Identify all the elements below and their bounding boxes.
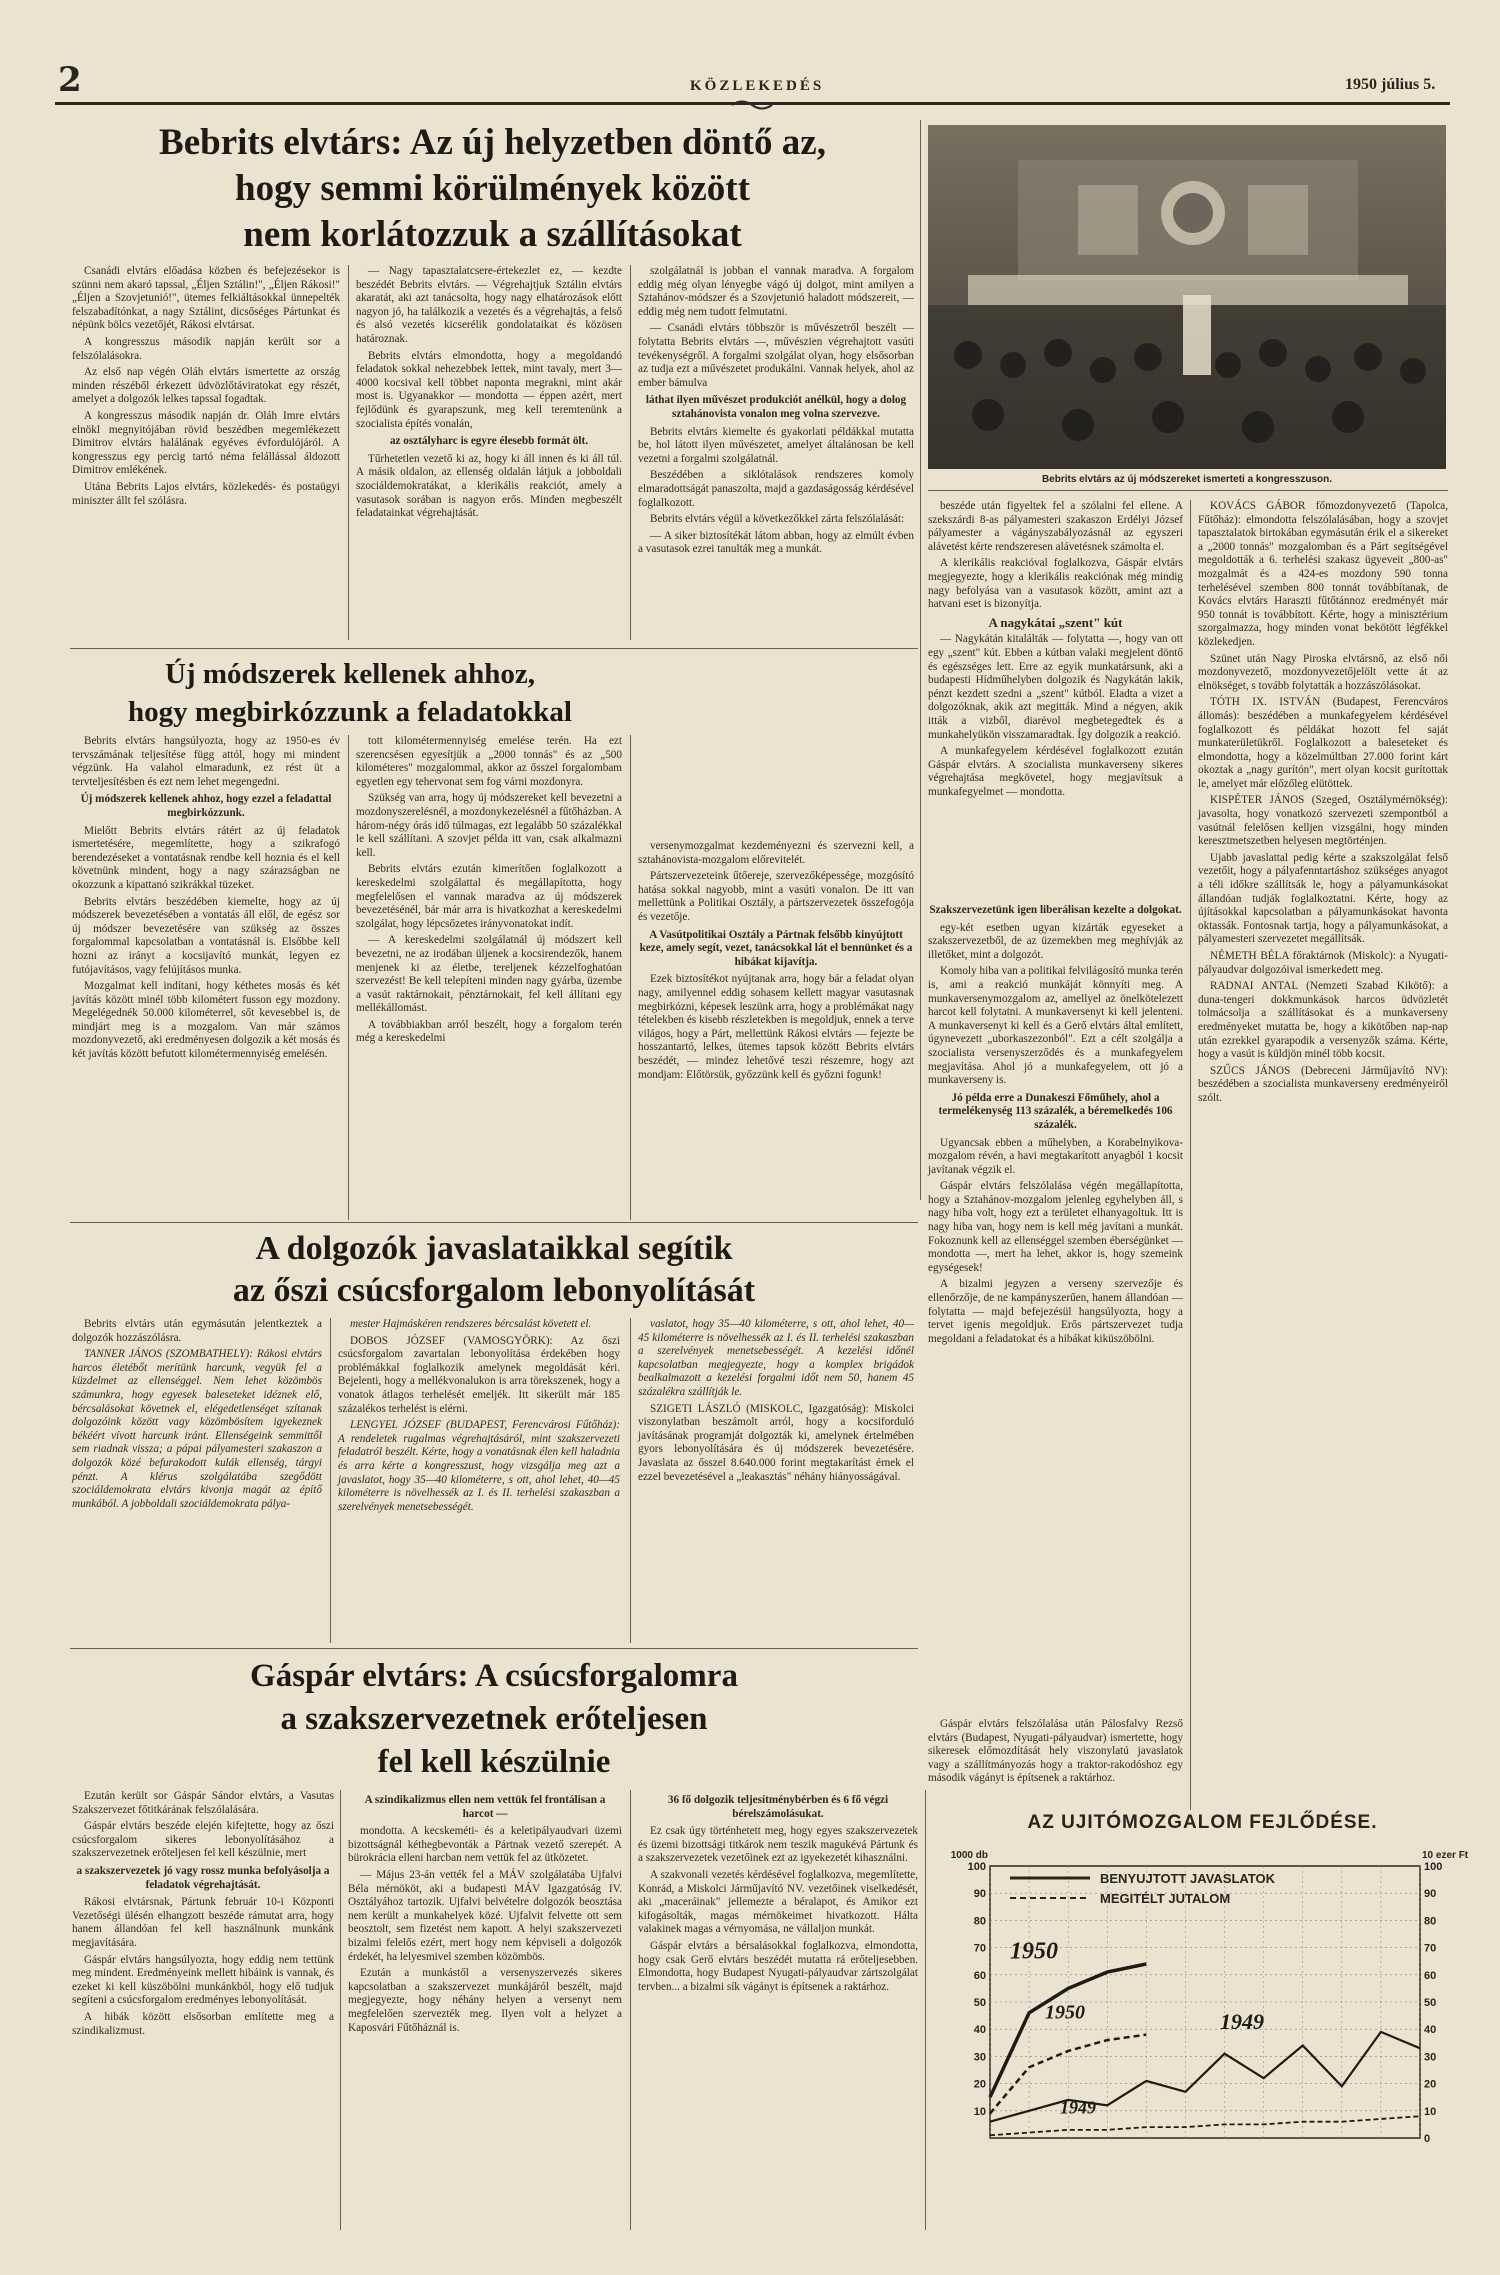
column-divider <box>920 120 921 1200</box>
y-left-tick-label: 80 <box>973 1915 986 1928</box>
section-rule <box>70 1222 918 1223</box>
y-right-tick-label: 20 <box>1424 2078 1437 2091</box>
paragraph: mester Hajmáskéren rendszeres bércsalást követett el. <box>350 1318 592 1330</box>
paragraph: RADNAI ANTAL (Nemzeti Szabad Kikötő): a duna-tengeri dokkmunkások harcos üdvözletét tolmácsolja a szállításokat és a munkaverseny eredményeket mutatta be, hogy a kikötőben nap-nap után ezrekkel gyarapodik a versenyzők száma. Kérte, hogy a vasút is küldjön minél több kocsit. <box>1198 980 1448 1061</box>
paragraph: vaslatot, hogy 35—40 kilométerre, s ott, ahol lehet, 40—45 kilométerre is növelhessék az I. és II. terhelési szakaszban a szerelvények menetsebességét. A kezelési időnél kapcsolatban megjegyezte, hogy a komplex brigádok bealkalmazott a kezelési forgalmi időt nem 50, hanem 45 százalékra szállítják le. <box>638 1318 914 1398</box>
paragraph: egy-két esetben ugyan kizárták egyeseket a szakszervezetből, de az üzemekben meg meghívják az illetőket, mint a dolgozót. <box>928 921 1183 961</box>
y-left-tick-label: 90 <box>973 1888 986 1901</box>
headline-line: Új módszerek kellenek ahhoz, <box>164 658 535 690</box>
y-right-tick-label: 40 <box>1424 2024 1437 2037</box>
caption-rule <box>928 490 1448 491</box>
paragraph: KISPÉTER JÁNOS (Szeged, Osztálymérnökség): javasolta, hogy vonatkozó szervezeti szempontból a vasútnál felelősen kelljen vizsgálni, hogy minden keresztmetszetben helyesen megtörténjen. <box>1198 794 1448 848</box>
paragraph: Ezután került sor Gáspár Sándor elvtárs, a Vasutas Szakszervezet főtitkárának felszólalására. <box>72 1790 334 1816</box>
y-left-tick-label: 20 <box>973 2078 986 2091</box>
y-right-tick-label: 50 <box>1424 1997 1437 2009</box>
column-divider <box>630 1318 631 1643</box>
headline-line: hogy semmi körülmények között <box>235 168 750 209</box>
column-divider <box>348 735 349 1220</box>
year-label: 1949 <box>1060 2097 1096 2118</box>
page-header <box>0 52 1500 112</box>
article-4-column-1 <box>72 1790 334 2230</box>
paragraph: Rákosi elvtársnak, Pártunk február 10-i Központi Vezetőségi ülésén elhangzott beszéde rámutat arra, hogy hanem állandóan fel kell használnunk munkánk megjavítására. <box>72 1896 334 1949</box>
innovation-chart <box>950 1838 1469 2153</box>
y-right-tick-label: 100 <box>1424 1861 1443 1873</box>
paragraph: — A siker biztosítékát látom abban, hogy az elmúlt évben a vasutasok ezrei tanulták meg a munkát. <box>638 529 914 556</box>
paragraph: Bebrits elvtárs kiemelte és gyakorlati példákkal mutatta be, hol látott ilyen művészetet, amelyet általánosan be kell vezetni a forgalmi szolgálatnál. <box>638 425 914 465</box>
y-right-tick-label: 80 <box>1424 1915 1437 1928</box>
article-1-column-3 <box>638 265 914 640</box>
column-divider <box>330 1318 331 1643</box>
y-right-tick-label: 10 <box>1424 2105 1437 2118</box>
y-left-tick-label: 100 <box>967 1861 986 1873</box>
paragraph: A hibák között elsősorban említette meg a szindikalizmust. <box>72 2010 334 2037</box>
paragraph: TANNER JÁNOS (SZOMBATHELY): Rákosi elvtárs harcos életébőt merítünk harcunk, vegyük fel a küzdelmet az ellenséggel. Nem lehet közömbös számunkra, hogy egyesek baleseteket idéznek elő, bércsalásokat követnek el, elégedetlenséget szítanak dolgozóink között vagy közömbösítem igyekeznek békéért vívott harcunk iránt. Ellenségeink semmittől sem riadnak vissza; a pápai pályamesteri szakaszon a dolgozók közé befurakodott kulák ellenség, tárgyi pénzt. A klérus szolgálatába szegődött szociáldemokrata elvtárs kivonja magát az építő munkából. A jobboldali szociáldemokrata pálya- <box>72 1348 322 1510</box>
subheading: Jó példa erre a Dunakeszi Főműhely, ahol a termelékenység 113 százalék, a béremelkedés 106 százalék. <box>938 1091 1173 1131</box>
paper-name: KÖZLEKEDÉS <box>690 78 825 94</box>
paragraph: mondotta. A kecskeméti- és a keletipályaudvari üzemi bizottságnál kéthegbevonták a Pártnak vezető szerepét. A bürokrácia elleni harcban nem vettük fel az ütközetet. <box>348 1825 622 1865</box>
y-right-tick-label: 30 <box>1424 2051 1437 2064</box>
subheading: az osztályharc is egyre élesebb formát ölt. <box>389 435 589 448</box>
subheading: láthat ilyen művészet produkciót anélkül, hogy a dolog sztahánovista vonalon meg volna szervezve. <box>645 394 907 420</box>
year-label: 1949 <box>1220 2009 1264 2035</box>
paragraph: DOBOS JÓZSEF (VAMOSGYÖRK): Az őszi csúcsforgalom zavartalan lebonyolítása érdekében hogy problémákkal foglalkozik amelynek megoldását kéri. Bejelenti, hogy a mellékvonalukon is arra törekszenek, hogy a vonatok átlagos terhelését emeljék. Itt sikerült már 185 százalékos terhelést is elérni. <box>338 1334 620 1415</box>
subheading: A Vasútpolitikai Osztály a Pártnak felsőbb kinyújtott keze, amely segít, vezet, tanácsokkal lát el bennünket és a hibákat kijavítja. <box>639 928 913 968</box>
paragraph: Utána Bebrits Lajos elvtárs, közlekedés- és postaügyi miniszter állt fel szólásra. <box>72 480 340 507</box>
paragraph: Ez csak úgy történhetett meg, hogy egyes szakszervezetek és üzemi bizottsági titkárok nem teszik magukévá Pártunk és a szakszervezetek vezetőinek ezt az igyekezetét kihasználni. <box>638 1825 918 1865</box>
paragraph: Bebrits elvtárs beszédében kiemelte, hogy az új módszerek bevezetésében a vontatás áll elől, de egész sor új módszer bevezetésére van szükség az összes forgalommal kapcsolatban a vontatásnál is. Elsőbbe kell hozni az irányt a kocsijavító munkát, legyen ez futójavításos, vagy felújításos munka. <box>72 895 340 976</box>
issue-date: 1950 július 5. <box>1345 76 1436 93</box>
chart-title: AZ UJITÓMOZGALOM FEJLŐDÉSE. <box>1027 1812 1378 1833</box>
header-ornament <box>730 98 774 112</box>
article-2-column-2 <box>356 735 622 1220</box>
paragraph: Bebrits elvtárs elmondotta, hogy a megoldandó feladatok sokkal nehezebbek lettek, mint tavaly, mert 3—4000 kocsival kell többet naponta megrakni, mint akár most is. Ugyanakkor — mondotta — éppen azért, mert fejlődünk és gyarapszunk, meg kell teremtenünk a szocialista építés vonalán, <box>356 349 622 430</box>
column-divider <box>630 735 631 1220</box>
y-right-tick-label: 70 <box>1424 1942 1437 1955</box>
subheading: A nagykátai „szent" kút <box>988 614 1123 630</box>
article-2-column-3 <box>638 840 914 1220</box>
paragraph: NÉMETH BÉLA főraktárnok (Miskolc): a Nyugati-pályaudvar dolgozóival ismerkedett meg. <box>1198 950 1448 976</box>
article-1b-column-4 <box>928 500 1183 895</box>
paragraph: tott kilométermennyiség emelése terén. Ha ezt szerencsésen egyesítjük a „2000 tonnás" és az „500 kilométeres" mozgalommal, akkor az ősszel forgalombam egyetlen egy tehervonat sem fog várni mozdonyra. <box>356 735 622 788</box>
paragraph: Bebrits elvtárs hangsúlyozta, hogy az 1950-es év tervszámának teljesítése függ attól, hogy mi mindent végzünk. Ha valahol elmaradunk, ez rést üt a tervteljesítésben és ezt nem lehet megengedni. <box>72 735 340 788</box>
headline-line: A dolgozók javaslataikkal segítik <box>255 1230 733 1267</box>
paragraph: Bebrits elvtárs végül a következőkkel zárta felszólalását: <box>650 513 905 526</box>
chart-svg <box>950 1838 1469 2153</box>
paragraph: A kongresszus második napján dr. Oláh Imre elvtárs elnökl megnyitójában rövid beszédben megemlékezett Dimitrov elvtárs halálának egyéves évfordulójáról. A kongresszus egy percig tartó néma felállással áldozott Dimitrov emlékének. <box>72 409 340 477</box>
column-divider <box>925 1790 926 2230</box>
series-line-1949-proposals <box>990 2032 1420 2122</box>
article-4-column-3 <box>638 1790 918 2230</box>
paragraph: Gáspár elvtárs beszéde elején kifejtette, hogy az őszi csúcsforgalom sikeres lebonyolításához a szakszervezetnek erőteljesen fel kell készülnie, mert <box>72 1820 334 1860</box>
paragraph: — Nagykátán kitalálták — folytatta —, hogy van ott egy „szent" kút. Ebben a kútban valaki megjelent döntő és egészséges lett. Erre az egyik munkatársunk, aki a budapesti Hídműhelyben dolgozik és Nagykátán lakik, pénzt kezdett szedni a „szent" kútból. Eladta a vizet a dolgozóknak, akik azt megitták. Mind a négyen, akik itták a vizből, diarévol megbetegedtek és a munkahelyükön visszamaradtak. Így dolgozik a reakció. <box>928 633 1183 741</box>
paragraph: Ezek biztosítékot nyújtanak arra, hogy bár a feladat olyan nagy, amilyennel eddig sohasem kellett magyar vasutasnak megbirkózni, képesek leszünk arra, hogy a problémákat nagy tételekben és kisebb részletekben is megoldjuk, ennek a terve világos, hogy a Párt, mellettünk Rákosi elvtárs — fejezte be hosszantartó, lelkes, ütemes tapsok között Bebrits elvtárs beszédét, — mindez lehetővé teszi részemre, hogy azt mondjam: Előtörsük, győzzünk kell és győzni fogunk! <box>638 973 914 1081</box>
column-4-continued <box>928 900 1183 1810</box>
paragraph: Komoly hiba van a politikai felvilágosító munka terén is, ami a reakció munkáját könnyíti meg. A munkaversenymozgalom az, amellyel az önelkötelezett harcot kell folytatni. A munkaversenyt ki kell jelenteni. A munkaversenyt ki kell és a Gerő elvtárs által említett, úgynevezett „uborkaszezonból". Ezt a célt szolgálja a szocialista versenyszerződés és a munkafegyelem megjavítása. Ahol jó a munkafegyelem, ott jó a munkaverseny is. <box>928 965 1183 1087</box>
legend-label-proposals: BENYUJTOTT JAVASLATOK <box>1100 1871 1276 1886</box>
paragraph: Mozgalmat kell indítani, hogy kéthetes mosás és két javítás között minél több kilométert fusson egy mozdony. Megelégednék 50.000 kilométerrel, sőt kevesebbel is, de mindjárt meg is a mozgalom. Van már számos mozdonyvezető, aki eredményesen dolgozik a két mosás és két javítás között befutott kilométermennyiség emelésén. <box>72 980 340 1061</box>
headline-line: az őszi csúcsforgalom lebonyolítását <box>232 1272 756 1309</box>
subheading: a szakszervezetek jó vagy rossz munka befolyásolja a feladatok végrehajtását. <box>76 1864 330 1891</box>
y-left-tick-label: 50 <box>973 1997 986 2009</box>
paragraph: beszéde után figyeltek fel a szólalni fel ellene. A szekszárdi 8-as pályamesteri szakaszon Erdélyi József pályamester a vágányszabályozásnál az egyszeri alávetést kérte rendszeresen alávetésnek számolta el. <box>928 500 1183 553</box>
paragraph: Gáspár elvtárs a bérsalásokkal foglalkozva, elmondotta, hogy csak Gerő elvtárs beszédét mutatta rá erőteljesebben. Elmondotta, hogy Budapest Nyugati-pályaudvar zártszolgálat tervben... a bizalmi sík vágányt is építsenek a raktárhoz. <box>638 1939 918 1993</box>
y-right-tick-label: 90 <box>1424 1888 1437 1901</box>
photo-caption: Bebrits elvtárs az új módszereket ismerteti a kongresszuson. <box>1041 474 1333 485</box>
photo-image <box>928 125 1446 469</box>
paragraph: Ezután a munkástől a versenyszervezés sikeres kapcsolatban a szakszervezet munkájáról beszélt, majd megjegyezte, hogy néhány helyen a versenyt nem megfelelően szervezték meg. Ilyen volt a helyzet a Kaposvári Fűtőháznál is. <box>348 1967 622 2034</box>
article-3-column-2 <box>338 1318 620 1643</box>
paragraph: Szükség van arra, hogy új módszereket kell bevezetni a mozdonyszerelésnél, a mozdonykezelésnél a fűtőházban. A három-négy órás idő túlmagas, ezt legalább 50 százalékkal le kell szállítani. A szovjet példa itt van, csak alkalmazni kell. <box>356 792 622 859</box>
paragraph: — A kereskedelmi szolgálatnál új módszert kell bevezetni, ne az irodában üljenek a kocsirendezők, hanem menjenek ki az életbe, tereljenek kézzelfoghatóan szervezést! Be kell telepíteni minden nagy gyárba, üzembe a vasút raktárnokait, pénztárnokait, fel kell állítani egy mellékállomást. <box>356 934 622 1015</box>
subheading: Új módszerek kellenek ahhoz, hogy ezzel a feladattal megbirkózzunk. <box>80 793 332 819</box>
legend-label-rewards: MEGITÉLT JUTALOM <box>1100 1891 1231 1906</box>
article-4-headline <box>70 1655 918 1784</box>
paragraph: SZIGETI LÁSZLÓ (MISKOLC, Igazgatóság): Miskolci viszonylatban beszámolt arról, hogy a kocsiforduló javításának programját dolgozták ki, amelynek értelmében gyors lebonyolítására és új módszerek bevezetésére. Javaslata az ősszel 8.640.000 forint megtakarítást érnek el ezzel bevezetésével a „leakasztás" néhány hiányosságával. <box>638 1402 914 1483</box>
subheading: 36 fő dolgozik teljesítménybérben és 6 fő végzi bérelszámolásukat. <box>667 1794 889 1820</box>
column-divider <box>340 1790 341 2230</box>
article-3-headline <box>70 1228 918 1312</box>
headline-line: Bebrits elvtárs: Az új helyzetben döntő az, <box>159 122 826 163</box>
paragraph: Bebrits elvtárs után egymásután jelentkeztek a dolgozók hozzászólásra. <box>72 1318 322 1344</box>
headline-line: hogy megbirkózzunk a feladatokkal <box>128 696 572 728</box>
paragraph: szolgálatnál is jobban el vannak maradva. A forgalom eddig még olyan lényegbe vágó új dolgot, mint amilyen a Sztahánov-módszer és a Szovjetunió haladott módszereit, — eddig még nem tudott felmutatni. <box>638 265 914 318</box>
paragraph: Tűrhetetlen vezető ki az, hogy ki áll innen és ki áll túl. A másik oldalon, az ellenség oldalán látjuk a jobboldali szociáldemokratákat, a klerikális reakciót, amely a vasutasok sorában is nagyon erős. Minden megbeszélt feladatainkat végrehajtását. <box>356 452 622 520</box>
congress-photo <box>928 125 1446 469</box>
paragraph: Beszédében a siklótalások rendszeres komoly elmaradottságát panaszolta, majd a gazdaságosság kérdésével foglalkozott. <box>638 469 914 509</box>
paragraph: Csanádi elvtárs előadása közben és befejezésekor is szünni nem akaró tapssal, „Éljen Sztálin!", „Éljen Rákosi!" „Éljen a Szovjetunió!", ütemes felkiáltásokkal ünnepelték felszabadítónkat, a nagy Sztálint, dicsőséges Pártunkat és népünk bölcs vezetőjét, Rákosi elvtársat. <box>72 265 340 332</box>
y-left-tick-label: 30 <box>973 2051 986 2064</box>
paragraph: KOVÁCS GÁBOR főmozdonyvezető (Tapolca, Fűtőház): elmondotta felszólalásában, hogy a szovjet tapasztalatok birtokában egymásután érik el a sikereket a „2000 tonnás" mozgalomban és a Párt segítségével megoldották a 6. terhelési szakasz ügyeveit „800-as" mozgalmát és a 424-es mozdony 590 tonna terhelésével szemben 800 tonnát továbbítanak, de Kovács elvtárs Haraszti fűtőtánnoz eredményét már 950 tonnát is továbbított. Kérte, hogy a minisztérium szorgalmazza, hogy minden vonat bekötött légfékkel közlekedjen. <box>1198 500 1448 648</box>
article-2-column-1 <box>72 735 340 1220</box>
paragraph: Gáspár elvtárs felszólalása után Pálosfalvy Rezső elvtárs (Budapest, Nyugati-pályaudvar) ismertette, hogy sikeresek előmozdítását hely viszonylatú javaslatok vagy a szállítmányozás hogy a traktor-rakodóshoz egy második vágányt is építsenek a raktárhoz. <box>928 1718 1183 1785</box>
section-rule <box>70 1648 918 1649</box>
column-divider <box>630 265 631 640</box>
year-label: 1950 <box>1010 1938 1058 1965</box>
paragraph: A szakvonali vezetés kérdésével foglalkozva, megemlítette, Konrád, a Miskolci Járműjavító NV. vezetőinek viselkedését, aki „maceráinak" jellemezte a béralapot, és Amikor ezt kifogásolták, magas mérnökeimet hivatkozott. Hálta valakinek magas a vérnyomása, ne vállaljon munkát. <box>638 1868 918 1936</box>
paragraph: — Csanádi elvtárs többször is művészetről beszélt — folytatta Bebrits elvtárs —, művészien végrehajtott vasúti tevékenységről. A forgalmi szolgálat olyan, hogy elsősorban az tudja ezt a művészetet produkálni. Vannak helyek, ahol az ember bámulva <box>638 322 914 389</box>
paragraph: A munkafegyelem kérdésével foglalkozott ezután Gáspár elvtárs. A szocialista munkaverseny sikeres végrehajtása megkövetel, hogy megjavítsuk a munkafegyelmet — mondotta. <box>928 745 1183 798</box>
article-2-headline <box>70 655 630 731</box>
subheading: Szakszervezetünk igen liberálisan kezelte a dolgokat. <box>929 904 1182 916</box>
paragraph: Pártszervezeteink űtőereje, szervezőképessége, mozgósító hatása sokkal nagyobb, mint a vasúti vonalon. De itt van mellettünk a Politikai Osztály, a pártszervezetek összefogója és vezetője. <box>638 870 914 923</box>
paragraph: LENGYEL JÓZSEF (BUDAPEST, Ferencvárosi Fűtőház): A rendeletek rugalmas végrehajtásáról, mint szakszervezeti feladatról beszélt. Kérte, hogy a vonatásnak élen kell haladnia és arra kérte a kongresszust, hogy vizsgálja meg azt a javaslatot, hogy 35—40 kilométerre, s ott, ahol lehet, 40—45 kilométerre is növelhessék az I. és II. terhelési szakaszban a szerelvények menetsebességét. <box>338 1419 620 1513</box>
paragraph: TÓTH IX. ISTVÁN (Budapest, Ferencváros állomás): beszédében a munkafegyelem kérdésével foglalkozott és példákat hozott fel saját munkaterületükről. Foglalkozott a baleseteket és elmondotta, hogy a közelmúltban 27.000 forint kárt okoztak a „nagy gurítón", mert olyan kocsit gurítottak le, amelyet már előzőleg elütöttek. <box>1198 696 1448 790</box>
headline-line: a szakszervezetnek erőteljesen <box>280 1701 708 1737</box>
headline-line: Gáspár elvtárs: A csúcsforgalomra <box>250 1658 738 1694</box>
series-line-1949-rewards <box>990 2116 1420 2135</box>
paragraph: SZŰCS JÁNOS (Debreceni Járműjavító NV): beszédében a szocialista munkaverseny eredményeiről szólt. <box>1198 1064 1448 1104</box>
section-rule <box>70 648 918 649</box>
y-left-tick-label: 60 <box>973 1969 986 1982</box>
column-5 <box>1198 500 1448 1805</box>
article-4-column-4 <box>928 1718 1183 1804</box>
article-1-headline <box>70 120 915 258</box>
subheading: A szindikalizmus ellen nem vettük fel frontálisan a harcot — <box>364 1794 606 1820</box>
y-left-tick-label: 40 <box>973 2024 986 2037</box>
column-divider <box>348 265 349 640</box>
left-axis-title: 1000 db <box>950 1850 988 1861</box>
right-axis-title: 10 ezer Ft <box>1422 1850 1469 1861</box>
paragraph: A kongresszus második napján került sor a felszólalásokra. <box>72 335 340 362</box>
paragraph: A klerikális reakcióval foglalkozva, Gáspár elvtárs megjegyezte, hogy a klerikális reakciónak még mindig nagy befolyása van a vasutasok között, amint azt a hatvani eset is bizonyítja. <box>928 557 1183 611</box>
article-3-column-1 <box>72 1318 322 1643</box>
article-1-column-1 <box>72 265 340 640</box>
paragraph: Ujabb javaslattal pedig kérte a szakszolgálat felső vezetőit, hogy a pályafenntartáshoz szükséges anyagot a téli időkre szállítsák le, hogy a pályamunkásokat állandóan tudják foglalkoztatni. Kérte, hogy az újításokkal kapcsolatban a pályamunkásokat havonta oktassák. Fontosnak tartja, hogy a pályamunkásokat, a pályamesteri szervezetet megállítsák. <box>1198 851 1448 946</box>
column-divider <box>630 1790 631 2230</box>
column-divider <box>1190 500 1191 1810</box>
article-3-column-3 <box>638 1318 914 1643</box>
headline-line: fel kell készülnie <box>377 1744 611 1780</box>
paragraph: A bizalmi jegyzen a verseny szervezője és ellenőrzője, de ne kampányszerűen, hanem állandóan — folytatta — majd befejezésül hangsúlyozta, hogy a tervet igenis megoldjuk. Erős pártszervezet tudja megoldani a feladatokat és a hibákat kiküszöbölni. <box>928 1278 1183 1345</box>
y-left-tick-label: 10 <box>973 2105 986 2118</box>
paragraph: Szünet után Nagy Piroska elvtársnő, az első női mozdonyvezető, mozdonyvezetőjelölt vette át az elnökséget, s tovább folytatták a hozzászólásokat. <box>1198 652 1448 692</box>
paragraph: versenymozgalmat kezdeményezni és szervezni kell, a sztahánovista-mozgalom előrevitelét. <box>638 840 914 866</box>
article-1-column-2 <box>356 265 622 640</box>
paragraph: A továbbiakban arról beszélt, hogy a forgalom terén még a kereskedelmi <box>356 1018 622 1045</box>
y-left-tick-label: 70 <box>973 1942 986 1955</box>
paragraph: Bebrits elvtárs ezután kimerítően foglalkozott a kereskedelmi szolgálattal és megállapította, hogy megfelelősen el vannak maradva az új módszerek bevezetésénél, bár már arra is hivatkozhat a kereskedelmi szolgálat, hogy lépcsőzetes irányvonatokat indít. <box>356 863 622 930</box>
paragraph: — Május 23-án vették fel a MÁV szolgálatába Ujfalvi Béla mérnököt, aki a budapesti MÁV Igazgatóság IV. Osztályához tartozik. Ujfalvi belvételre dolgozók beosztása nem került a munkahelyek közé. Ujfalvit felvette ott sem beosztolt, sem fizetést nem kapott. A helyi szakszervezeti bizalmi felelős ezért, mert hogy nem képviseli a dolgozók érdekét, ha lelyesmivel szemben közömbös. <box>348 1868 622 1963</box>
paragraph: Gáspár elvtárs felszólalása végén megállapította, hogy a Sztahánov-mozgalom jelenleg egyhelyben áll, s nagy hiba volt, hogy ezt a területet elhanyagoltuk. Itt is nagy hiba van, hogy nem is kell még javítani a munkát. Fokoznunk kell az ellenséggel szemben éberségünket — mondotta —, mert ha lehet, akkor is, hogy szemeink egységesek! <box>928 1180 1183 1274</box>
y-right-tick-label: 60 <box>1424 1969 1437 1982</box>
article-4-column-2 <box>348 1790 622 2230</box>
paragraph: Mielőtt Bebrits elvtárs rátért az új feladatok ismertetésére, megemlítette, hogy a szikrafogó berendezéseket a vontatásnak rendbe kell hoznia és el kell követnünk mindent, hogy a nagy szárazságban ne okozzunk a kipattanó szikrákkal tüzeket. <box>72 824 340 891</box>
paragraph: Az első nap végén Oláh elvtárs ismertette az ország minden részéből érkezett üdvözlőtáviratokat egy részét, amelyet a dolgozók lelkes tapssal fogadtak. <box>72 366 340 406</box>
paragraph: Gáspár elvtárs hangsúlyozta, hogy eddig nem tettünk meg mindent. Eredményeink mellett hibáink is vannak, és ezeket ki kell küszöbölni munkánkból, hogy elő tudjuk segíteni a csúcsforgalom eredményes lebonyolítását. <box>72 1953 334 2007</box>
paragraph: — Nagy tapasztalatcsere-értekezlet ez, — kezdte beszédét Bebrits elvtárs. — Végrehajtjuk Sztálin elvtárs akaratát, aki azt tanácsolta, hogy nagy elhatározások előtt nagyon jó, ha találkozik a vezetés és a végrehajtás, a felső és alsó vezetés kicserélik gondolataikat és közösen határoznak. <box>356 265 622 345</box>
year-label: 1950 <box>1045 2001 1085 2024</box>
paragraph: Ugyancsak ebben a műhelyben, a Korabelnyikova-mozgalom révén, a havi megtakarított anyagból 1 kocsit javítanak végzik el. <box>928 1136 1183 1176</box>
y-right-tick-label: 0 <box>1424 2133 1431 2145</box>
page-number: 2 <box>58 60 82 100</box>
headline-line: nem korlátozzuk a szállításokat <box>243 214 742 255</box>
